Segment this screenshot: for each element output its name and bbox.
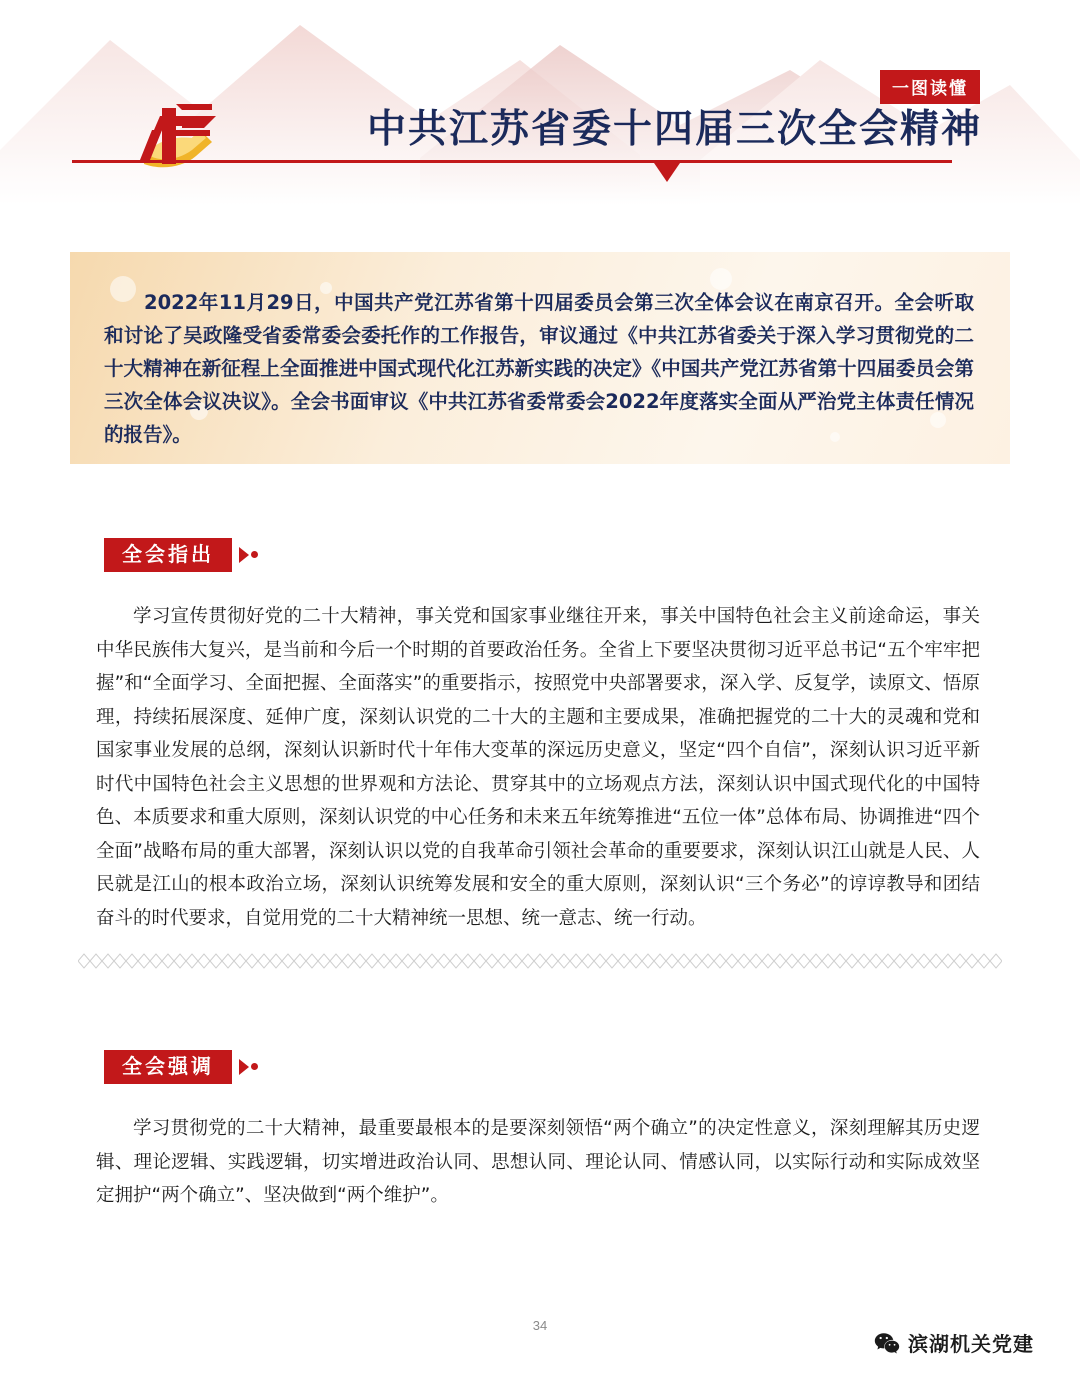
- arrow-icon: [239, 1059, 249, 1075]
- lead-paragraph: 2022年11月29日，中国共产党江苏省第十四届委员会第三次全体会议在南京召开。全会听取和讨论了吴政隆受省委常委会委托作的工作报告，审议通过《中共江苏省委关于深入学习贯彻党的二十大精神在新征程上全面推进中国式现代化江苏新实践的决定》《中国共产党江苏省第十四届委员会第三次全体会议决议》。全会书面审议《中共江苏省委常委会2022年度落实全面从严治党主体责任情况的报告》。: [104, 291, 974, 446]
- page-title: 中共江苏省委十四届三次全会精神: [366, 106, 982, 152]
- page-header: [0, 0, 1080, 205]
- wechat-icon: [874, 1332, 900, 1354]
- section-tag-qiangdiao: [104, 1050, 232, 1084]
- section-body-qiangdiao: 学习贯彻党的二十大精神，最重要最根本的是要深刻领悟“两个确立”的决定性意义，深刻理解其历史逻辑、理论逻辑、实践逻辑，切实增进政治认同、思想认同、理论认同、情感认同，以实际行动和实际成效坚定拥护“两个确立”、坚决做到“两个维护”。: [96, 1118, 980, 1206]
- section-divider: [78, 950, 1002, 972]
- party-emblem-icon: [126, 86, 246, 186]
- section-tag-label: 全会指出: [122, 544, 214, 566]
- footer-brand-label: 滨湖机关党建: [908, 1334, 1034, 1356]
- header-divider-rule: [72, 160, 952, 163]
- section-tag-label: 全会强调: [122, 1056, 214, 1078]
- page-number: 34: [532, 1318, 548, 1333]
- section-body-zhichu: 学习宣传贯彻好党的二十大精神，事关党和国家事业继往开来，事关中国特色社会主义前途命运，事关中华民族伟大复兴，是当前和今后一个时期的首要政治任务。全省上下要坚决贯彻习近平总书记“五个牢牢把握”和“全面学习、全面把握、全面落实”的重要指示，按照党中央部署要求，深入学、反复学，读原文、悟原理，持续拓展深度、延伸广度，深刻认识党的二十大的主题和主要成果，准确把握党的二十大的灵魂和党和国家事业发展的总纲，深刻认识新时代十年伟大变革的深远历史意义，坚定“四个自信”，深刻认识习近平新时代中国特色社会主义思想的世界观和方法论、贯穿其中的立场观点方法，深刻认识中国式现代化的中国特色、本质要求和重大原则，深刻认识党的中心任务和未来五年统筹推进“五位一体”总体布局、协调推进“四个全面”战略布局的重大部署，深刻认识以党的自我革命引领社会革命的重要要求，深刻认识江山就是人民、人民就是江山的根本政治立场，深刻认识统筹发展和安全的重大原则，深刻认识“三个务必”的谆谆教导和团结奋斗的时代要求，自觉用党的二十大精神统一思想、统一意志、统一行动。: [96, 606, 980, 929]
- arrow-icon: [239, 547, 249, 563]
- lead-summary-box: [70, 252, 1010, 464]
- header-badge: 一图读懂: [880, 70, 980, 104]
- arrow-dot-icon: [251, 1063, 258, 1070]
- footer-brand: [874, 1328, 1034, 1357]
- diamond-divider-icon: [78, 950, 1002, 972]
- arrow-dot-icon: [251, 551, 258, 558]
- section-tag-zhichu: [104, 538, 232, 572]
